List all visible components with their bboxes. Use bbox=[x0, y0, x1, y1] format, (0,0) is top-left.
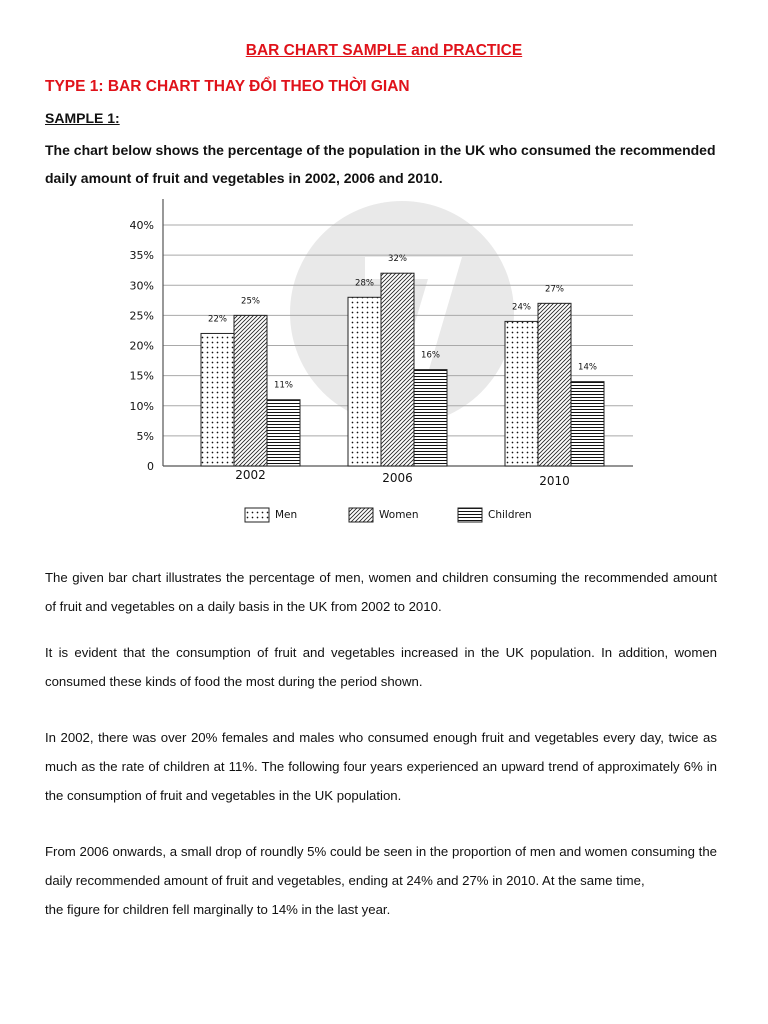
legend-swatch-women bbox=[349, 508, 373, 522]
data-label: 28% bbox=[355, 278, 374, 289]
legend-label-women: Women bbox=[379, 509, 419, 521]
y-tick-label: 20% bbox=[129, 339, 154, 353]
y-tick-label: 35% bbox=[129, 249, 154, 263]
data-label: 16% bbox=[421, 350, 440, 361]
type-heading: TYPE 1: BAR CHART THAY ĐỔI THEO THỜI GIAN bbox=[45, 78, 410, 95]
legend-swatch-men bbox=[245, 508, 269, 522]
data-label: 32% bbox=[388, 254, 407, 265]
y-tick-label: 40% bbox=[129, 219, 154, 232]
y-tick-label: 30% bbox=[129, 279, 154, 293]
x-tick-label: 2010 bbox=[539, 474, 570, 488]
bar-children-2002 bbox=[267, 400, 300, 466]
task-prompt: The chart below shows the percentage of the population in the UK who consumed the recommended daily amount of fruit and vegetables in 2002, 2006 and 2010. bbox=[45, 142, 716, 186]
x-tick-label: 2002 bbox=[235, 468, 266, 482]
paragraph-2002: In 2002, there was over 20% females and males who consumed enough fruit and vegetables every day, twice as much as the rate of children at 11%. The following four years experienced an upward trend of approximately 6% in the consumption of fruit and vegetables in the UK population. bbox=[45, 730, 717, 803]
data-label: 27% bbox=[545, 284, 564, 295]
bar-men-2006 bbox=[348, 297, 381, 466]
y-tick-label: 15% bbox=[129, 369, 154, 383]
legend-label-men: Men bbox=[275, 509, 298, 521]
paragraph-2006-onwards: From 2006 onwards, a small drop of roundly 5% could be seen in the proportion of men and women consuming the daily recommended amount of fruit and vegetables, ending at 24% and 27% in 2010. At the same time, the figure for children fell marginally to 14% in the last year. bbox=[45, 844, 717, 917]
legend-swatch-children bbox=[458, 508, 482, 522]
bar-women-2010 bbox=[538, 303, 571, 466]
bar-women-2006 bbox=[381, 273, 414, 466]
bar-children-2010 bbox=[571, 382, 604, 466]
y-tick-label: 10% bbox=[129, 399, 154, 413]
bar-men-2010 bbox=[505, 321, 538, 466]
paragraph-overview: The given bar chart illustrates the percentage of men, women and children consuming the recommended amount of fruit and vegetables on a daily basis in the UK from 2002 to 2010. bbox=[45, 570, 717, 614]
x-tick-label: 2006 bbox=[382, 471, 413, 485]
data-label: 24% bbox=[512, 302, 531, 313]
bar-children-2006 bbox=[414, 370, 447, 466]
y-tick-label: 0 bbox=[147, 460, 154, 473]
legend-label-children: Children bbox=[488, 509, 532, 521]
document-title: BAR CHART SAMPLE and PRACTICE bbox=[245, 42, 523, 59]
data-label: 14% bbox=[578, 362, 597, 373]
data-label: 11% bbox=[274, 380, 293, 391]
bar-men-2002 bbox=[201, 333, 234, 466]
bar-chart-svg bbox=[110, 195, 650, 535]
bar-chart bbox=[110, 195, 650, 540]
y-tick-label: 5% bbox=[136, 429, 154, 443]
bar-women-2002 bbox=[234, 315, 267, 466]
data-label: 25% bbox=[241, 296, 260, 307]
data-label: 22% bbox=[208, 314, 227, 325]
y-tick-label: 25% bbox=[129, 309, 154, 323]
paragraph-summary: It is evident that the consumption of fruit and vegetables increased in the UK population. In addition, women consumed these kinds of food the most during the period shown. bbox=[45, 645, 717, 689]
sample-label: SAMPLE 1: bbox=[45, 110, 120, 126]
